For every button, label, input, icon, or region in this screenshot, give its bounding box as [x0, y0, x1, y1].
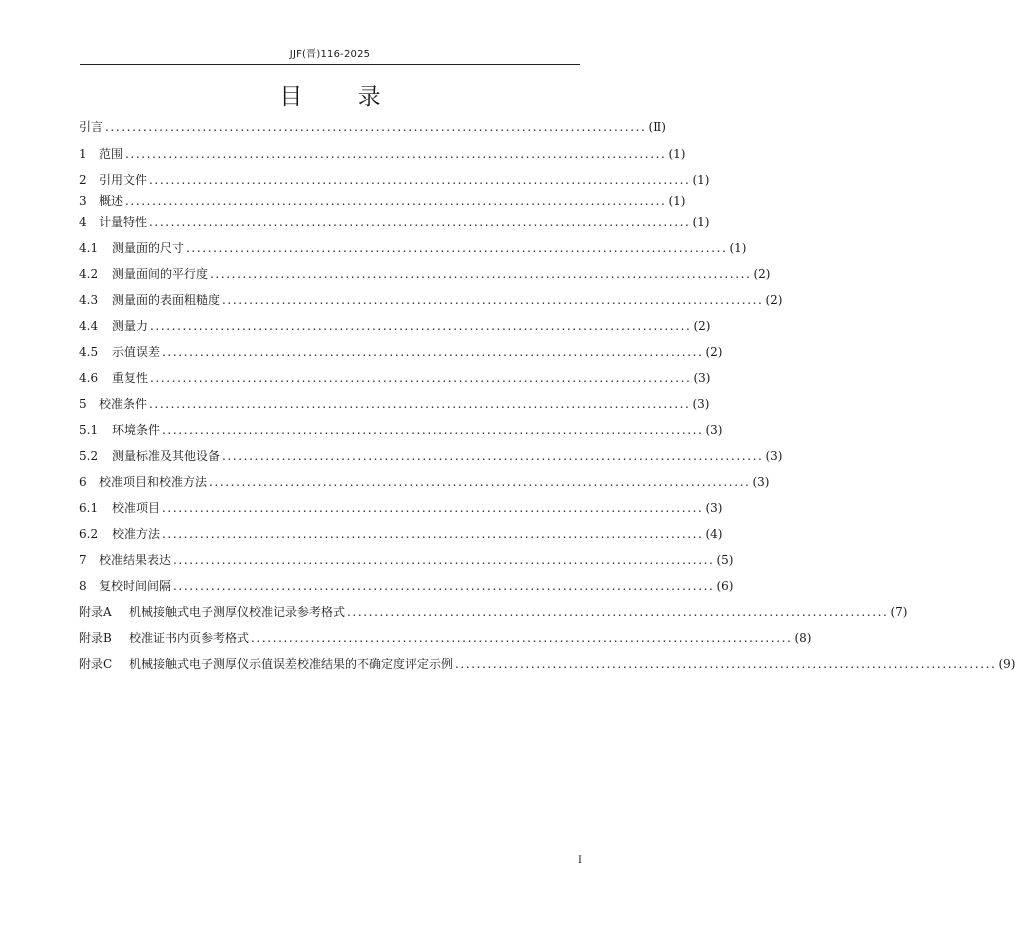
toc-leader-dots: .................................................................................................... — [149, 173, 691, 187]
toc-entry-page: (6) — [716, 579, 734, 593]
toc-entry-number: 7 — [79, 553, 87, 567]
toc-entry-page: (3) — [705, 423, 723, 437]
toc-entry-page: (5) — [716, 553, 734, 567]
toc-entry-number: 5 — [79, 397, 87, 411]
toc-entry-number: 6 — [79, 475, 87, 489]
toc-leader-dots: .................................................................................................... — [150, 371, 692, 385]
toc-entry[interactable] — [79, 654, 1015, 674]
toc-entry[interactable] — [79, 368, 711, 388]
toc-leader-dots: .................................................................................................... — [125, 194, 667, 208]
header-divider — [80, 64, 580, 65]
toc-entry-number: 附录A — [79, 605, 112, 619]
toc-entry-number: 2 — [79, 173, 87, 187]
toc-entry-page: (3) — [705, 501, 723, 515]
toc-entry-page: (3) — [752, 475, 770, 489]
toc-leader-dots: .................................................................................................... — [251, 631, 793, 645]
toc-entry-title: 校准项目和校准方法 — [99, 475, 208, 489]
toc-leader-dots: .................................................................................................... — [162, 501, 704, 515]
toc-entry-title: 校准证书内页参考格式 — [129, 631, 250, 645]
toc-leader-dots: .................................................................................................... — [149, 397, 691, 411]
toc-entry-title: 测量力 — [112, 319, 149, 333]
toc-entry-number: 附录B — [79, 631, 112, 645]
toc-entry-number: 4.1 — [79, 241, 99, 255]
toc-leader-dots: .................................................................................................... — [347, 605, 889, 619]
toc-entry-page: (1) — [692, 215, 710, 229]
toc-entry-number: 5.2 — [79, 449, 99, 463]
toc-entry-page: (3) — [692, 397, 710, 411]
toc-entry-title: 机械接触式电子测厚仪校准记录参考格式 — [129, 605, 346, 619]
toc-entry[interactable] — [79, 117, 666, 137]
toc-entry-number: 4 — [79, 215, 87, 229]
toc-leader-dots: .................................................................................................... — [222, 293, 764, 307]
toc-leader-dots: .................................................................................................... — [455, 657, 997, 671]
toc-leader-dots: .................................................................................................... — [210, 267, 752, 281]
toc-entry[interactable] — [79, 446, 783, 466]
toc-entry[interactable] — [79, 264, 771, 284]
toc-entry[interactable] — [79, 290, 783, 310]
toc-leader-dots: .................................................................................................... — [222, 449, 764, 463]
toc-entry-title: 概述 — [99, 194, 124, 208]
toc-entry[interactable] — [79, 524, 723, 544]
toc-entry-title: 测量面的表面粗糙度 — [112, 293, 221, 307]
toc-leader-dots: .................................................................................................... — [162, 527, 704, 541]
toc-leader-dots: .................................................................................................... — [149, 215, 691, 229]
toc-entry[interactable] — [79, 498, 723, 518]
toc-entry-title: 示值误差 — [112, 345, 161, 359]
toc-leader-dots: .................................................................................................... — [162, 423, 704, 437]
toc-entry-title: 重复性 — [112, 371, 149, 385]
toc-entry-title: 机械接触式电子测厚仪示值误差校准结果的不确定度评定示例 — [129, 657, 454, 671]
toc-entry-number: 3 — [79, 194, 87, 208]
toc-entry[interactable] — [79, 394, 710, 414]
toc-leader-dots: .................................................................................................... — [105, 120, 647, 134]
toc-leader-dots: .................................................................................................... — [209, 475, 751, 489]
toc-entry-title: 校准结果表达 — [99, 553, 172, 567]
toc-entry-title: 校准项目 — [112, 501, 161, 515]
toc-entry-title: 环境条件 — [112, 423, 161, 437]
toc-entry-page: (1) — [668, 194, 686, 208]
toc-leader-dots: .................................................................................................... — [150, 319, 692, 333]
page-title: 目 录 — [279, 84, 405, 110]
toc-entry-number: 5.1 — [79, 423, 99, 437]
page-number: I — [578, 855, 582, 866]
toc-entry[interactable] — [79, 144, 686, 164]
toc-entry-number: 6.1 — [79, 501, 99, 515]
toc-entry[interactable] — [79, 420, 723, 440]
toc-leader-dots: .................................................................................................... — [173, 579, 715, 593]
toc-entry-page: (1) — [692, 173, 710, 187]
toc-entry-page: (9) — [998, 657, 1015, 671]
toc-entry-page: (3) — [693, 371, 711, 385]
toc-entry-page: (1) — [729, 241, 747, 255]
toc-entry-title: 复校时间间隔 — [99, 579, 172, 593]
running-header: JJF(晋)116-2025 — [289, 49, 371, 60]
toc-entry-title: 测量面间的平行度 — [112, 267, 209, 281]
toc-leader-dots: .................................................................................................... — [186, 241, 728, 255]
toc-leader-dots: .................................................................................................... — [125, 147, 667, 161]
toc-entry-number: 附录C — [79, 657, 113, 671]
toc-entry-title: 引用文件 — [99, 173, 148, 187]
toc-entry-title: 校准条件 — [99, 397, 148, 411]
toc-entry-title: 测量面的尺寸 — [112, 241, 185, 255]
toc-leader-dots: .................................................................................................... — [162, 345, 704, 359]
toc-entry-page: (2) — [705, 345, 723, 359]
toc-entry-page: (Ⅱ) — [648, 120, 666, 134]
toc-entry[interactable] — [79, 238, 747, 258]
toc-entry-title: 计量特性 — [99, 215, 148, 229]
toc-entry-page: (3) — [765, 449, 783, 463]
toc-entry[interactable] — [79, 576, 734, 596]
toc-entry[interactable] — [79, 602, 908, 622]
toc-entry-title: 校准方法 — [112, 527, 161, 541]
toc-entry-title: 引言 — [79, 120, 104, 134]
toc-entry-title: 范围 — [99, 147, 124, 161]
toc-entry-page: (8) — [794, 631, 812, 645]
toc-entry-page: (7) — [890, 605, 908, 619]
toc-entry-page: (4) — [705, 527, 723, 541]
toc-entry[interactable] — [79, 170, 710, 190]
toc-leader-dots: .................................................................................................... — [173, 553, 715, 567]
toc-entry-number: 4.4 — [79, 319, 99, 333]
toc-entry-page: (1) — [668, 147, 686, 161]
toc-entry-number: 4.2 — [79, 267, 99, 281]
toc-entry[interactable] — [79, 212, 710, 232]
toc-entry-number: 4.5 — [79, 345, 99, 359]
toc-entry-number: 6.2 — [79, 527, 99, 541]
toc-entry-number: 4.3 — [79, 293, 99, 307]
toc-entry-number: 8 — [79, 579, 87, 593]
toc-entry-page: (2) — [753, 267, 771, 281]
toc-entry-page: (2) — [765, 293, 783, 307]
toc-entry[interactable] — [79, 472, 770, 492]
toc-entry-page: (2) — [693, 319, 711, 333]
toc-entry-title: 测量标准及其他设备 — [112, 449, 221, 463]
toc-entry[interactable] — [79, 342, 723, 362]
toc-entry[interactable] — [79, 550, 734, 570]
toc-entry[interactable] — [79, 191, 686, 211]
toc-entry-number: 4.6 — [79, 371, 99, 385]
toc-entry-number: 1 — [79, 147, 87, 161]
toc-entry[interactable] — [79, 628, 812, 648]
toc-entry[interactable] — [79, 316, 711, 336]
